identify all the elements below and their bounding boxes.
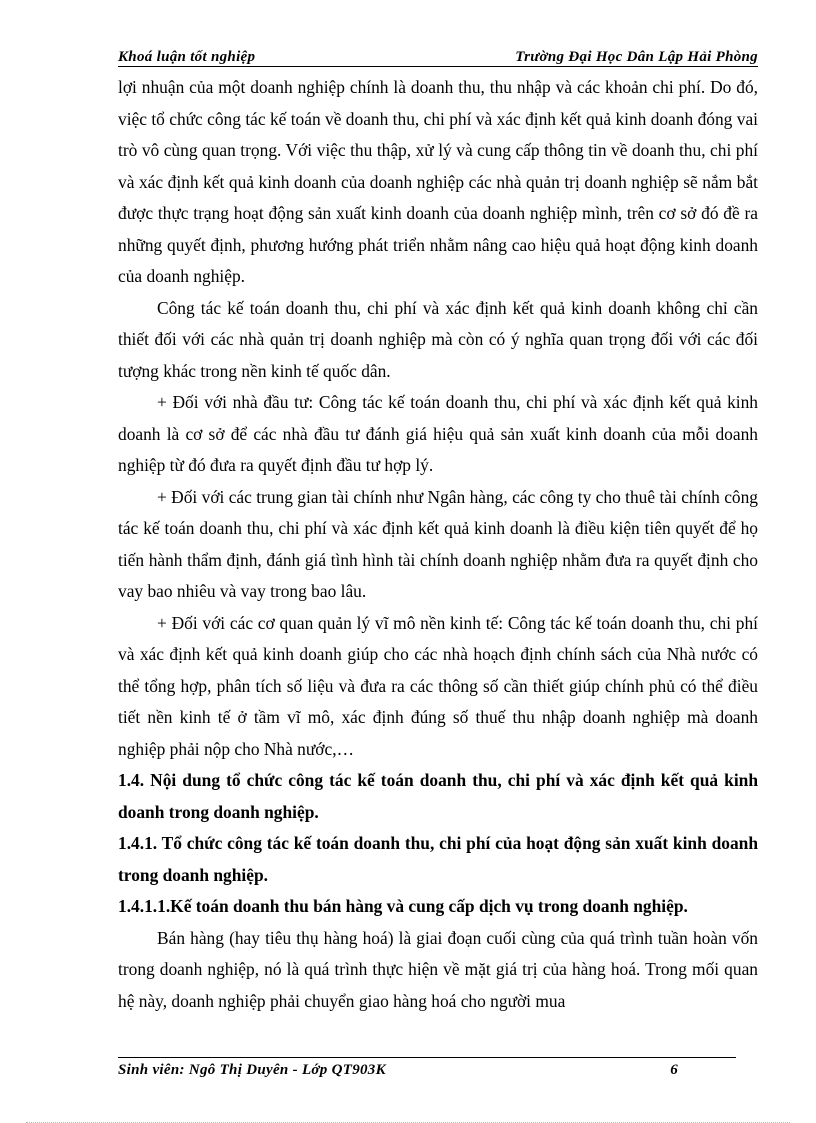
paragraph-sales-definition: Bán hàng (hay tiêu thụ hàng hoá) là giai đoạn cuối cùng của quá trình tuần hoàn vốn trong doanh nghiệp, nó là quá trình thực hiện về mặt giá trị của hàng hoá. Trong mối quan hệ này, doanh nghiệp phải chuyển giao hàng hoá cho người mua: [118, 927, 758, 1011]
footer-divider: [118, 1057, 736, 1058]
paragraph-macro-agencies: + Đối với các cơ quan quản lý vĩ mô nền kinh tế: Công tác kế toán doanh thu, chi phí và xác định kết quả kinh doanh giúp cho các nhà hoạch định chính sách của Nhà nước có thể tổng hợp, phân tích số liệu và đưa ra các thông số cần thiết giúp chính phủ có thể điều tiết nền kinh tế ở tầm vĩ mô, xác định đúng số thuế thu nhập doanh nghiệp mà doanh nghiệp phải nộp cho Nhà nước,…: [118, 612, 758, 759]
section-heading-1-4-1-1: 1.4.1.1.Kế toán doanh thu bán hàng và cung cấp dịch vụ trong doanh nghiệp.: [118, 896, 688, 916]
section-heading-1-4: 1.4. Nội dung tổ chức công tác kế toán doanh thu, chi phí và xác định kết quả kinh doanh trong doanh nghiệp.: [118, 770, 758, 822]
page-body: [118, 72, 758, 1017]
paragraph-investors: + Đối với nhà đầu tư: Công tác kế toán doanh thu, chi phí và xác định kết quả kinh doanh là cơ sở để các nhà đầu tư đánh giá hiệu quả sản xuất kinh doanh của mỗi doanh nghiệp từ đó đưa ra quyết định đầu tư hợp lý.: [118, 392, 758, 475]
header-thesis-title: Khoá luận tốt nghiệp: [118, 49, 256, 65]
page-number: 6: [670, 1062, 678, 1078]
section-heading-1-4-1: 1.4.1. Tổ chức công tác kế toán doanh thu, chi phí của hoạt động sản xuất kinh doanh trong doanh nghiệp.: [118, 833, 758, 885]
page-header: [118, 49, 758, 71]
paragraph-intro-continuation: lợi nhuận của một doanh nghiệp chính là doanh thu, thu nhập và các khoản chi phí. Do đó, việc tổ chức công tác kế toán về doanh thu, chi phí và xác định kết quả kinh doanh đóng vai trò vô cùng quan trọng. Với việc thu thập, xử lý và cung cấp thông tin về doanh thu, chi phí và xác định kết quả kinh doanh của doanh nghiệp các nhà quản trị doanh nghiệp sẽ nắm bắt được thực trạng hoạt động sản xuất kinh doanh của doanh nghiệp mình, trên cơ sở đó đề ra những quyết định, phương hướng phát triển nhằm nâng cao hiệu quả hoạt động kinh doanh của doanh nghiệp.: [118, 77, 758, 286]
page-footer: [118, 1062, 678, 1084]
paragraph-financial-intermediaries: + Đối với các trung gian tài chính như Ngân hàng, các công ty cho thuê tài chính công tác kế toán doanh thu, chi phí và xác định kết quả kinh doanh là điều kiện tiên quyết để họ tiến hành thẩm định, đánh giá tình hình tài chính doanh nghiệp nhằm đưa ra quyết định cho vay bao nhiêu và vay trong bao lâu.: [118, 486, 758, 601]
header-divider: [118, 66, 758, 67]
paragraph-importance: Công tác kế toán doanh thu, chi phí và xác định kết quả kinh doanh không chỉ cần thiết đối với các nhà quản trị doanh nghiệp mà còn có ý nghĩa quan trọng đối với các đối tượng khác trong nền kinh tế quốc dân.: [118, 297, 758, 381]
footer-student-info: Sinh viên: Ngô Thị Duyên - Lớp QT903K: [118, 1062, 386, 1078]
header-university-name: Trường Đại Học Dân Lập Hải Phòng: [515, 49, 758, 65]
